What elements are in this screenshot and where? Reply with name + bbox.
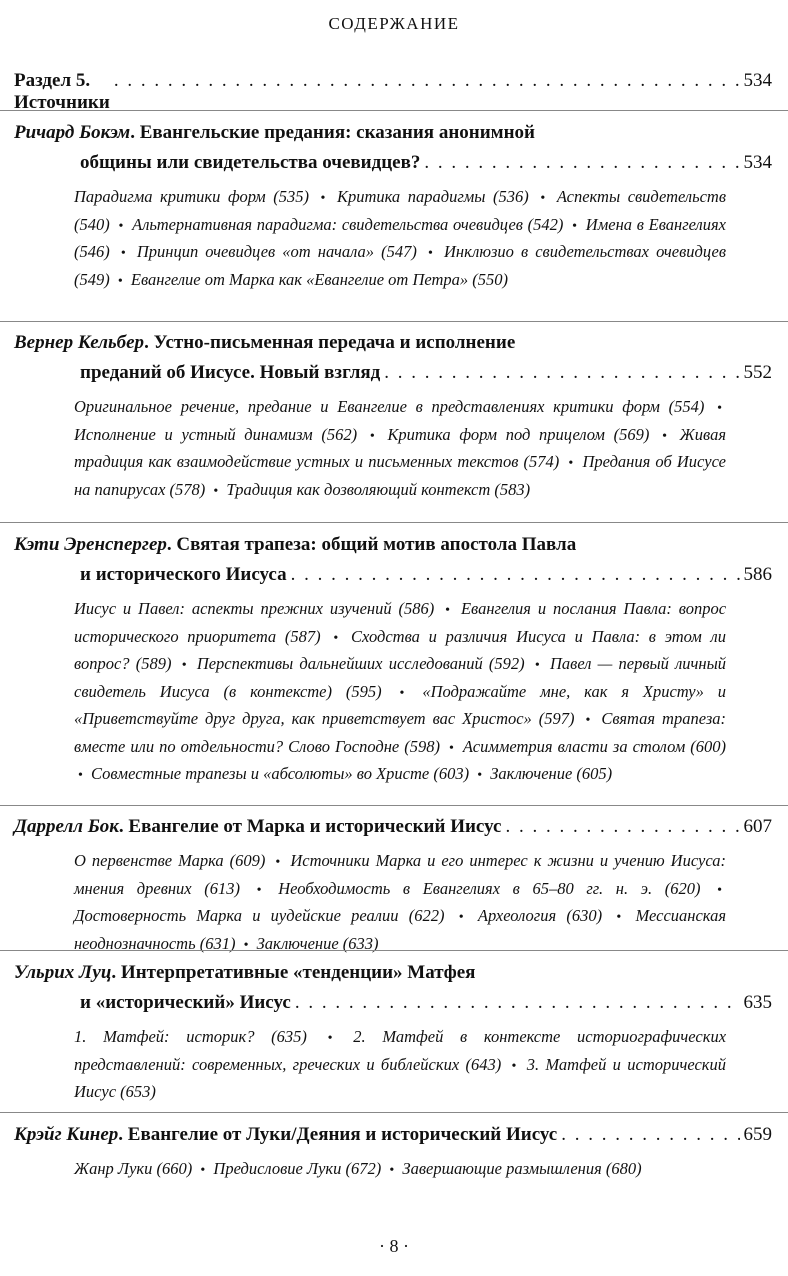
section-heading [14, 70, 772, 114]
toc-entry [14, 530, 772, 789]
entry-page: 635 [743, 992, 772, 1013]
topic-item: Заключение (605) [490, 764, 613, 783]
leader-dots [561, 1120, 739, 1150]
bullet-separator: • [717, 882, 723, 898]
entry-title: . Евангелие от Луки/Деяния и исторический Иисус [118, 1124, 558, 1145]
topic-item: Перспективы дальнейших исследований (592) [196, 654, 525, 673]
bullet-separator: • [117, 273, 123, 289]
entry-topics [74, 596, 726, 789]
topic-item: Иисус и Павел: аспекты прежних изучений (586) [74, 599, 435, 618]
topic-item: Предисловие Луки (672) [213, 1159, 382, 1178]
topic-item: Аспекты свидетельств (540) [74, 187, 727, 234]
divider [0, 321, 788, 322]
entry-title-line [14, 812, 772, 842]
entry-topics [74, 184, 726, 294]
bullet-separator: • [118, 218, 124, 234]
bullet-separator: • [585, 713, 591, 728]
topic-item: Евангелие от Марка как «Евангелие от Петра» (550) [130, 269, 508, 289]
divider [0, 110, 788, 111]
divider [0, 805, 788, 806]
entry-page: 586 [743, 564, 772, 585]
entry-title-line [14, 530, 772, 560]
divider [0, 950, 788, 951]
divider [0, 522, 788, 523]
topic-item: Имена в Евангелиях (546) [74, 214, 726, 261]
entry-title: . Интерпретативные «тенденции» Матфея [111, 962, 476, 983]
toc-entry [14, 1120, 772, 1184]
entry-author: Даррелл Бок [14, 816, 119, 837]
entry-topics [74, 1024, 726, 1105]
bullet-separator: • [717, 401, 722, 416]
bullet-separator: • [511, 1058, 517, 1074]
topic-item: «Подражайте мне, как я Христу» и «Приветствуйте друг друга, как приветствует вас Христос» (597) [74, 681, 726, 728]
bullet-separator: • [534, 658, 540, 673]
leader-dots [505, 812, 739, 842]
topic-item: 2. Матфей в контексте историографических представлений: современных, греческих и библейских (643) [74, 1027, 727, 1074]
divider [0, 1112, 788, 1113]
bullet-separator: • [181, 658, 187, 673]
topic-item: 1. Матфей: историк? (635) [74, 1027, 307, 1046]
topic-item: Необходимость в Евангелиях в 65–80 гг. н. э. (620) [278, 878, 701, 898]
bullet-separator: • [327, 1031, 333, 1046]
entry-title-line [14, 358, 772, 388]
topic-item: Евангелия и послания Павла: вопрос исторического приоритета (587) [74, 599, 727, 646]
topic-item: Исполнение и устный динамизм (562) [74, 424, 358, 444]
entry-title-cont: и «исторический» Иисус [80, 992, 291, 1013]
topic-item: Предания об Иисусе на папирусах (578) [74, 452, 727, 499]
bullet-separator: • [213, 483, 219, 499]
bullet-separator: • [275, 855, 281, 870]
topic-item: Заключение (633) [256, 933, 379, 953]
entry-title-line [14, 328, 772, 358]
topic-item: Асимметрия власти за столом (600) [462, 736, 726, 756]
toc-entry [14, 958, 772, 1105]
bullet-separator: • [120, 246, 126, 261]
topic-item: Совместные трапезы и «абсолюты» во Христе (603) [91, 764, 470, 783]
section-label: Раздел 5. Источники [14, 70, 110, 113]
topic-item: Традиция как дозволяющий контекст (583) [226, 479, 531, 499]
bullet-separator: • [78, 768, 83, 783]
leader-dots [384, 358, 739, 388]
topic-item: О первенстве Марка (609) [74, 851, 266, 870]
topic-item: Мессианская неоднозначность (631) [74, 906, 727, 953]
entry-topics [74, 848, 726, 958]
bullet-separator: • [458, 910, 464, 925]
topic-item: Завершающие размышления (680) [402, 1159, 642, 1178]
bullet-separator: • [243, 937, 249, 953]
bullet-separator: • [572, 218, 578, 234]
topic-item: Парадигма критики форм (535) [74, 187, 309, 206]
entry-title-line [14, 148, 772, 178]
leader-dots [291, 560, 740, 590]
bullet-separator: • [369, 428, 375, 444]
bullet-separator: • [445, 603, 451, 618]
entry-author: Ричард Бокэм [14, 122, 131, 143]
entry-title: . Евангельские предания: сказания анонимной [130, 122, 536, 143]
page-header: СОДЕРЖАНИЕ [328, 14, 460, 33]
entry-title: . Устно-письменная передача и исполнение [144, 332, 516, 353]
bullet-separator: • [662, 428, 667, 444]
entry-title: . Святая трапеза: общий мотив апостола Павла [166, 534, 577, 555]
bullet-separator: • [320, 191, 326, 206]
entry-title-cont: и исторического Иисуса [80, 564, 287, 585]
topic-item: 3. Матфей и исторический Иисус (653) [74, 1054, 727, 1101]
leader-dots [424, 148, 739, 178]
bullet-separator: • [399, 685, 405, 701]
topic-item: Сходства и различия Иисуса и Павла: в этом ли вопрос? (589) [74, 626, 726, 673]
topic-item: Археология (630) [477, 906, 603, 925]
bullet-separator: • [540, 191, 546, 206]
entry-title-line [14, 118, 772, 148]
topic-item: Живая традиция как взаимодействие устных и письменных текстов (574) [74, 424, 727, 471]
entry-page: 534 [743, 152, 772, 173]
entry-title-line [14, 988, 772, 1018]
leader-dots [114, 70, 740, 92]
bullet-separator: • [568, 456, 574, 471]
topic-item: Альтернативная парадигма: свидетельства очевидцев (542) [132, 214, 564, 234]
entry-page: 607 [743, 816, 772, 837]
topic-item: Источники Марка и его интерес к жизни и учению Иисуса: мнения древних (613) [74, 851, 727, 898]
entry-page: 659 [743, 1124, 772, 1145]
bullet-separator: • [427, 246, 433, 261]
bullet-separator: • [477, 768, 483, 783]
topic-item: Святая трапеза: вместе или по отдельности? Слово Господне (598) [74, 709, 726, 756]
bullet-separator: • [333, 630, 339, 646]
entry-topics [74, 1156, 726, 1184]
topic-item: Достоверность Марка и иудейские реалии (622) [74, 906, 445, 925]
topic-item: Оригинальное речение, предание и Евангелие в представлениях критики форм (554) [74, 397, 705, 416]
topic-item: Инклюзио в свидетельствах очевидцев (549) [74, 242, 727, 289]
entry-title-cont: преданий об Иисусе. Новый взгляд [80, 362, 381, 383]
entry-author: Ульрих Луц [14, 962, 112, 983]
bullet-separator: • [200, 1163, 206, 1178]
entry-author: Кэти Эренспергер [14, 534, 167, 555]
bullet-separator: • [449, 740, 454, 756]
bullet-separator: • [256, 882, 262, 898]
entry-title: . Евангелие от Марка и исторический Иисус [118, 816, 502, 837]
entry-author: Вернер Кельбер [14, 332, 145, 353]
entry-title-line [14, 560, 772, 590]
bullet-separator: • [389, 1163, 395, 1178]
entry-title-cont: общины или свидетельства очевидцев? [80, 152, 421, 173]
bullet-separator: • [616, 910, 622, 925]
entry-title-line [14, 1120, 772, 1150]
topic-item: Критика форм под прицелом (569) [387, 424, 650, 444]
toc-entry [14, 118, 772, 294]
toc-entry [14, 812, 772, 958]
page-number: · 8 · [379, 1236, 409, 1256]
entry-title-line [14, 958, 772, 988]
topic-item: Павел — первый личный свидетель Иисуса (в контексте) (595) [74, 654, 727, 701]
toc-entry [14, 328, 772, 504]
entry-topics [74, 394, 726, 504]
leader-dots [295, 988, 740, 1018]
topic-item: Принцип очевидцев «от начала» (547) [136, 242, 417, 261]
entry-page: 552 [743, 362, 772, 383]
topic-item: Критика парадигмы (536) [337, 187, 529, 206]
section-page: 534 [743, 70, 772, 91]
topic-item: Жанр Луки (660) [74, 1159, 193, 1178]
entry-author: Крэйг Кинер [14, 1124, 119, 1145]
